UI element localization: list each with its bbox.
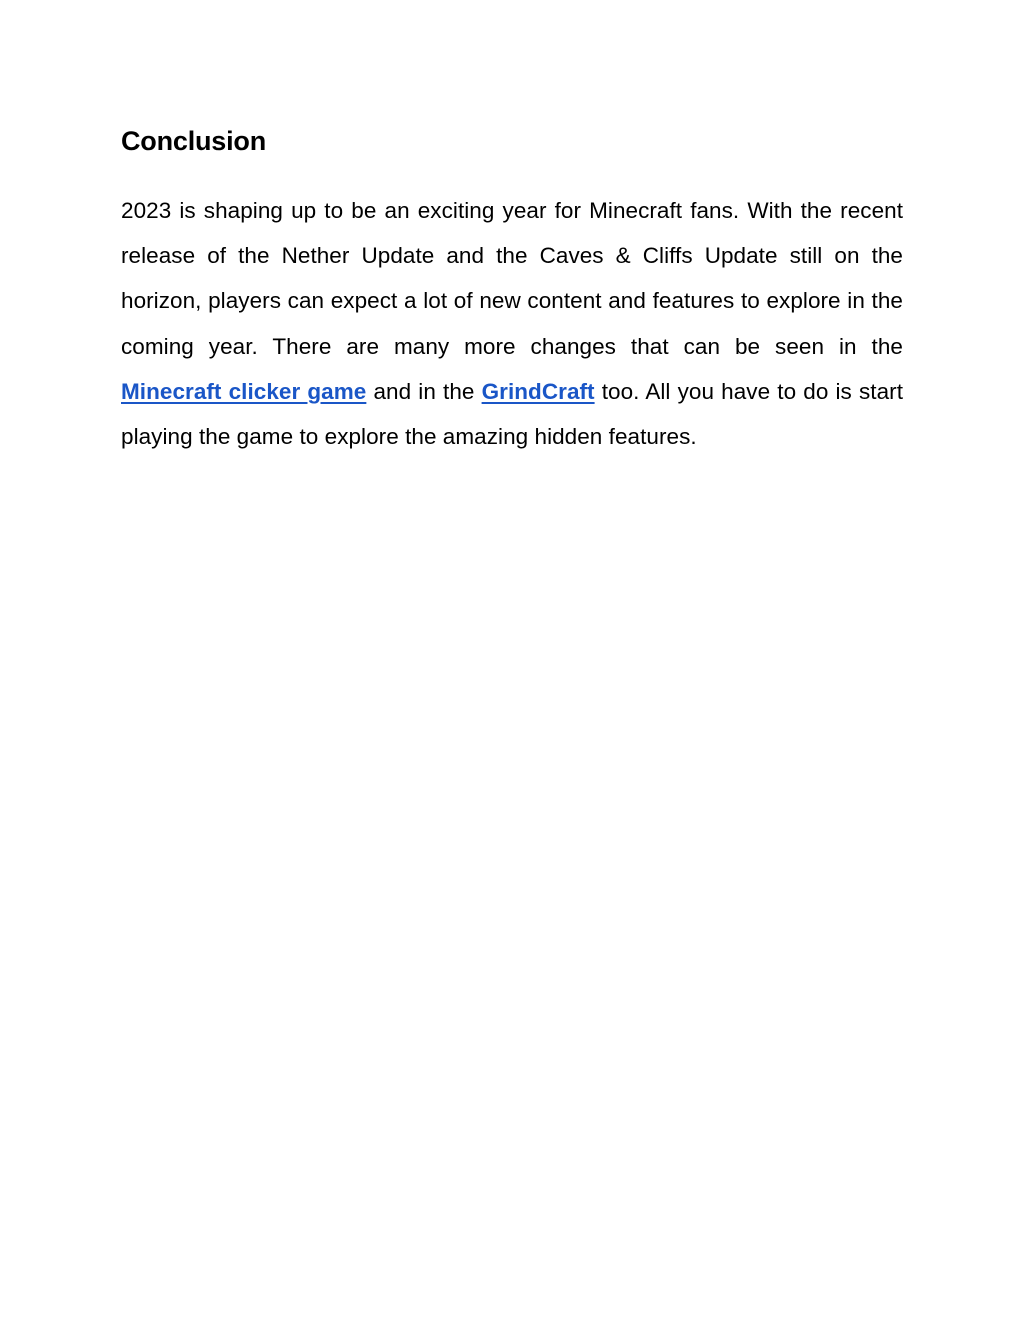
conclusion-paragraph: [121, 188, 903, 459]
section-heading: Conclusion: [121, 126, 266, 156]
paragraph-text-1: 2023 is shaping up to be an exciting year for Minecraft fans. With the recent release of the Nether Update and the Caves & Cliffs Update still on the horizon, players can expect a lot of new content and features to explore in the coming year. There are many more changes that can be seen in the: [121, 198, 903, 359]
paragraph-text-3: too. All you have to do is start playing the game to explore the amazing hidden features.: [121, 378, 903, 450]
minecraft-clicker-game-link[interactable]: Minecraft clicker game: [121, 378, 367, 404]
document-content: [121, 118, 903, 459]
grindcraft-link[interactable]: GrindCraft: [481, 378, 595, 404]
paragraph-text-2: and in the: [366, 378, 482, 404]
